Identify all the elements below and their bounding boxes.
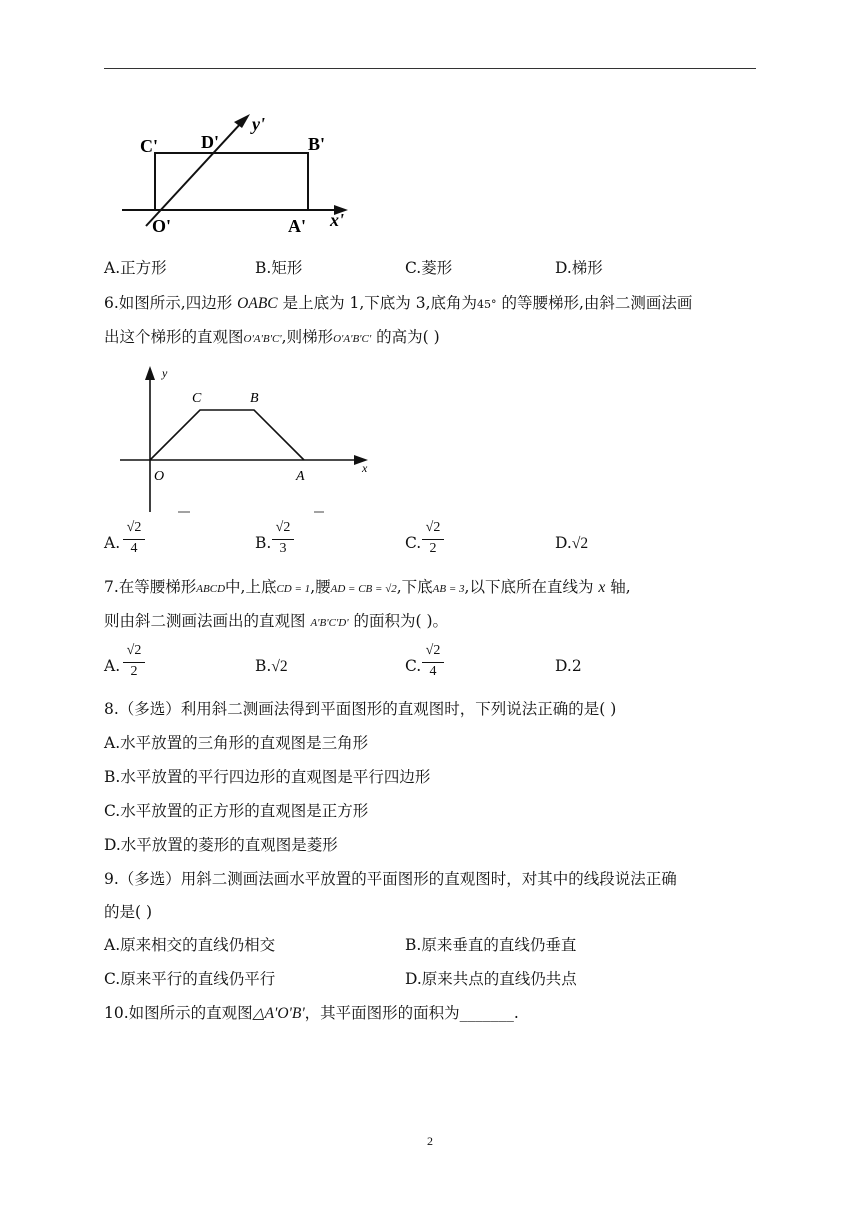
label-d: D' [201, 132, 219, 152]
label-b: B' [308, 134, 326, 154]
q7-stem-line2: 则由斜二测画法画出的直观图 A'B'C'D' 的面积为( )。 [104, 612, 449, 630]
label-y: y [162, 366, 168, 380]
label-c: C [192, 391, 202, 406]
q8-stem: 8.（多选）利用斜二测画法得到平面图形的直观图时，下列说法正确的是( ) [104, 700, 617, 718]
q7-stem-line1: 7.在等腰梯形ABCD中,上底CD = 1,腰AD = CB = √2,下底AB = 3,以下底所在直线为 x 轴, [104, 578, 631, 596]
label-a: A [296, 469, 305, 484]
page-number: 2 [427, 1134, 433, 1148]
q9-option-a: A.原来相交的直线仍相交 [104, 936, 276, 954]
q7-option-d: D.2 [555, 657, 582, 675]
q9-option-b: B.原来垂直的直线仍垂直 [405, 936, 577, 954]
q5-option-b: B.矩形 [255, 259, 303, 277]
figure-q6-trapezoid [118, 362, 378, 514]
q9-option-d: D.原来共点的直线仍共点 [405, 970, 577, 988]
label-c: C' [140, 136, 158, 156]
label-b: B [250, 391, 259, 406]
q6-stem-line2: 出这个梯形的直观图O'A'B'C',则梯形O'A'B'C' 的高为( ) [104, 328, 440, 346]
q6-option-a-letter: A. [104, 534, 121, 552]
q5-option-d: D.梯形 [555, 259, 603, 277]
label-y: y' [252, 114, 265, 134]
q6-option-d: D.√2 [555, 534, 589, 552]
q8-option-b: B.水平放置的平行四边形的直观图是平行四边形 [104, 768, 431, 786]
q7-option-c-fraction: √2 4 [422, 643, 444, 685]
q5-option-a: A.正方形 [104, 259, 167, 277]
q8-option-d: D.水平放置的菱形的直观图是菱形 [104, 836, 338, 854]
header-rule [104, 68, 756, 69]
label-x: x' [330, 210, 345, 230]
q9-stem-line1: 9.（多选）用斜二测画法画水平放置的平面图形的直观图时，对其中的线段说法正确 [104, 870, 677, 888]
q6-option-b-fraction: √2 3 [272, 520, 294, 562]
q9-option-c: C.原来平行的直线仍平行 [104, 970, 276, 988]
q7-option-a-fraction: √2 2 [123, 643, 145, 685]
q6-option-c-fraction: √2 2 [422, 520, 444, 562]
q7-option-b: B.√2 [255, 657, 288, 675]
q10-stem: 10.如图所示的直观图△A'O'B'，其平面图形的面积为_______. [104, 1004, 519, 1022]
label-x: x [362, 461, 368, 475]
q9-stem-line2: 的是( ) [104, 903, 153, 921]
q8-option-a: A.水平放置的三角形的直观图是三角形 [104, 734, 369, 752]
label-o: O' [152, 216, 172, 236]
q7-option-a-letter: A. [104, 657, 121, 675]
q6-stem-line1: 6.如图所示,四边形 OABC 是上底为 1,下底为 3,底角为45° 的等腰梯形,由斜二测画法画 [104, 294, 693, 312]
label-a: A' [288, 216, 306, 236]
label-o: O [154, 469, 165, 484]
q6-option-b-letter: B. [255, 534, 272, 552]
q6-option-c-letter: C. [405, 534, 422, 552]
q5-option-c: C.菱形 [405, 259, 453, 277]
q8-option-c: C.水平放置的正方形的直观图是正方形 [104, 802, 369, 820]
figure-q5-rectangle [118, 110, 363, 240]
q7-option-c-letter: C. [405, 657, 422, 675]
q6-option-a-fraction: √2 4 [123, 520, 145, 562]
